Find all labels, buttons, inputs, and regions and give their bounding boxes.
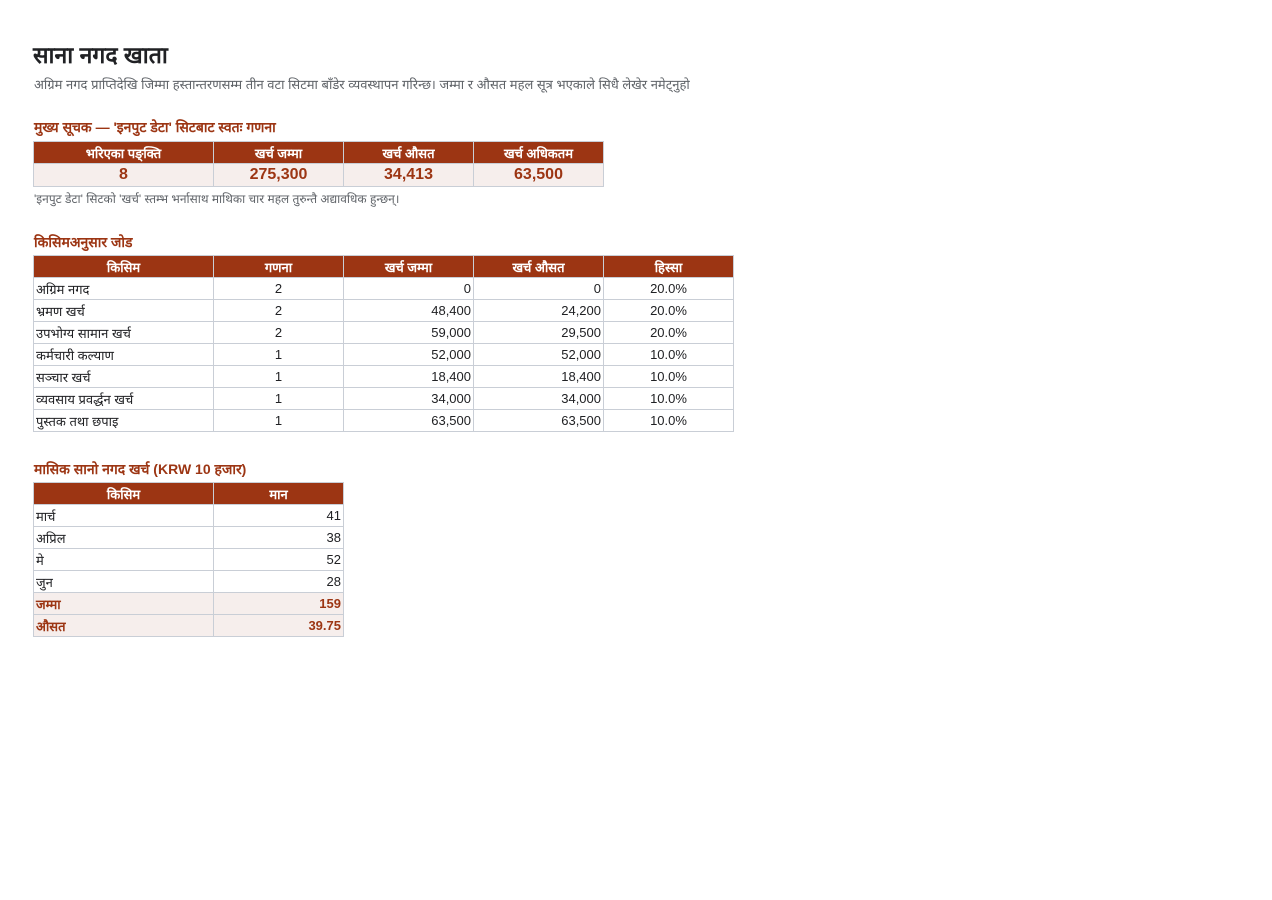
month-cell[interactable]: जुन [34, 571, 214, 593]
kpi-header-cell[interactable]: खर्च औसत [344, 142, 474, 164]
type-name-cell[interactable]: भ्रमण खर्च [34, 300, 214, 322]
month-value-cell[interactable]: 41 [214, 505, 344, 527]
kpi-value-cell[interactable]: 8 [34, 164, 214, 187]
table-row [34, 300, 734, 322]
type-name-cell[interactable]: व्यवसाय प्रवर्द्धन खर्च [34, 388, 214, 410]
average-cell[interactable]: 34,000 [474, 388, 604, 410]
count-cell[interactable]: 2 [214, 300, 344, 322]
kpi-value-row [34, 164, 604, 187]
average-cell[interactable]: 24,200 [474, 300, 604, 322]
monthly-header-row [34, 483, 344, 505]
total-cell[interactable]: 18,400 [344, 366, 474, 388]
count-cell[interactable]: 2 [214, 278, 344, 300]
count-cell[interactable]: 1 [214, 344, 344, 366]
by-type-table [33, 255, 734, 432]
monthly-header-cell[interactable]: किसिम [34, 483, 214, 505]
month-value-cell[interactable]: 52 [214, 549, 344, 571]
total-value-cell[interactable]: 159 [214, 593, 344, 615]
kpi-value-cell[interactable]: 63,500 [474, 164, 604, 187]
share-cell[interactable]: 10.0% [604, 344, 734, 366]
share-cell[interactable]: 20.0% [604, 300, 734, 322]
table-row [34, 278, 734, 300]
page-description: अग्रिम नगद प्राप्तिदेखि जिम्मा हस्तान्तरणसम्म तीन वटा सिटमा बाँडेर व्यवस्थापन गरिन्छ। जम्मा र औसत महल सूत्र भएकाले सिधै लेखेर नमेट्नुहो [34, 77, 690, 92]
share-cell[interactable]: 10.0% [604, 366, 734, 388]
total-cell[interactable]: 52,000 [344, 344, 474, 366]
table-row [34, 505, 344, 527]
by-type-header-row [34, 256, 734, 278]
kpi-table [33, 141, 604, 187]
total-cell[interactable]: 0 [344, 278, 474, 300]
table-row [34, 527, 344, 549]
monthly-table [33, 482, 344, 637]
by-type-header-cell[interactable]: गणना [214, 256, 344, 278]
month-cell[interactable]: अप्रिल [34, 527, 214, 549]
table-row [34, 388, 734, 410]
average-cell[interactable]: 0 [474, 278, 604, 300]
count-cell[interactable]: 1 [214, 410, 344, 432]
average-cell[interactable]: 52,000 [474, 344, 604, 366]
share-cell[interactable]: 10.0% [604, 388, 734, 410]
kpi-header-row [34, 142, 604, 164]
table-row [34, 410, 734, 432]
type-name-cell[interactable]: अग्रिम नगद [34, 278, 214, 300]
by-type-header-cell[interactable]: खर्च औसत [474, 256, 604, 278]
share-cell[interactable]: 20.0% [604, 322, 734, 344]
month-value-cell[interactable]: 38 [214, 527, 344, 549]
type-name-cell[interactable]: सञ्चार खर्च [34, 366, 214, 388]
month-value-cell[interactable]: 28 [214, 571, 344, 593]
kpi-header-cell[interactable]: भरिएका पङ्क्ति [34, 142, 214, 164]
count-cell[interactable]: 2 [214, 322, 344, 344]
by-type-header-cell[interactable]: खर्च जम्मा [344, 256, 474, 278]
kpi-note: 'इनपुट डेटा' सिटको 'खर्च' स्तम्भ भर्नासाथ माथिका चार महल तुरुन्तै अद्यावधिक हुन्छन्। [34, 192, 400, 206]
month-cell[interactable]: मे [34, 549, 214, 571]
table-row [34, 571, 344, 593]
share-cell[interactable]: 20.0% [604, 278, 734, 300]
total-row [34, 593, 344, 615]
average-label-cell[interactable]: औसत [34, 615, 214, 637]
type-name-cell[interactable]: पुस्तक तथा छपाइ [34, 410, 214, 432]
share-cell[interactable]: 10.0% [604, 410, 734, 432]
kpi-section-title: मुख्य सूचक — 'इनपुट डेटा' सिटबाट स्वतः गणना [34, 119, 276, 135]
average-cell[interactable]: 29,500 [474, 322, 604, 344]
average-row [34, 615, 344, 637]
month-cell[interactable]: मार्च [34, 505, 214, 527]
table-row [34, 366, 734, 388]
average-cell[interactable]: 18,400 [474, 366, 604, 388]
total-label-cell[interactable]: जम्मा [34, 593, 214, 615]
by-type-section-title: किसिमअनुसार जोड [34, 234, 133, 250]
kpi-header-cell[interactable]: खर्च अधिकतम [474, 142, 604, 164]
table-row [34, 549, 344, 571]
monthly-section-title: मासिक सानो नगद खर्च (KRW 10 हजार) [34, 461, 247, 477]
count-cell[interactable]: 1 [214, 366, 344, 388]
total-cell[interactable]: 59,000 [344, 322, 474, 344]
kpi-value-cell[interactable]: 275,300 [214, 164, 344, 187]
type-name-cell[interactable]: उपभोग्य सामान खर्च [34, 322, 214, 344]
by-type-header-cell[interactable]: किसिम [34, 256, 214, 278]
kpi-value-cell[interactable]: 34,413 [344, 164, 474, 187]
by-type-header-cell[interactable]: हिस्सा [604, 256, 734, 278]
average-value-cell[interactable]: 39.75 [214, 615, 344, 637]
table-row [34, 322, 734, 344]
average-cell[interactable]: 63,500 [474, 410, 604, 432]
total-cell[interactable]: 34,000 [344, 388, 474, 410]
page-title: साना नगद खाता [33, 42, 168, 68]
type-name-cell[interactable]: कर्मचारी कल्याण [34, 344, 214, 366]
table-row [34, 344, 734, 366]
count-cell[interactable]: 1 [214, 388, 344, 410]
kpi-header-cell[interactable]: खर्च जम्मा [214, 142, 344, 164]
total-cell[interactable]: 48,400 [344, 300, 474, 322]
monthly-header-cell[interactable]: मान [214, 483, 344, 505]
total-cell[interactable]: 63,500 [344, 410, 474, 432]
